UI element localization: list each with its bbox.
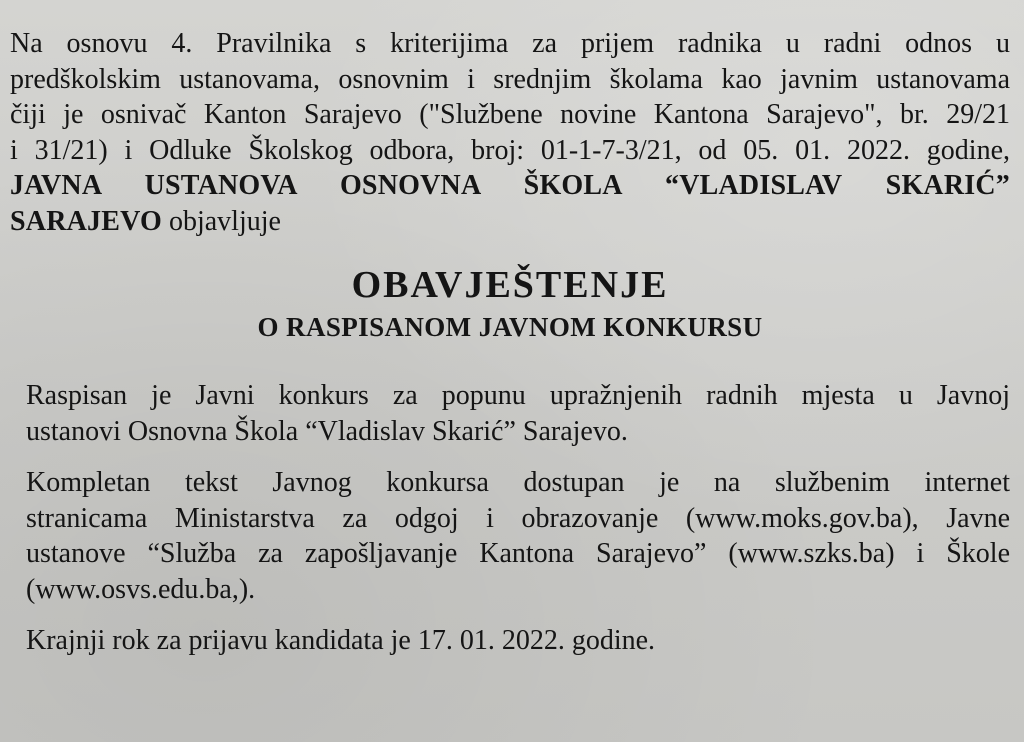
notice-subtitle: O RASPISANOM JAVNOM KONKURSU <box>257 312 763 342</box>
announcement-paragraph <box>10 378 1010 449</box>
deadline-paragraph <box>10 623 1010 659</box>
announcement-line-1: Raspisan je Javni konkurs za popunu upražnjenih radnih mjesta u Javnoj <box>26 380 1010 411</box>
notice-title: OBAVJEŠTENJE <box>351 264 669 306</box>
full-text-line-2: stranicama Ministarstva za odgoj i obrazovanje (www.moks.gov.ba), Javne <box>26 502 1010 534</box>
intro-line-4: i 31/21) i Odluke Školskog odbora, broj: 01-1-7-3/21, od 05. 01. 2022. godine, <box>10 134 1010 166</box>
full-text-line-3: ustanove “Služba za zapošljavanje Kantona Sarajevo” (www.szks.ba) i Škole <box>26 538 1010 569</box>
announcement-line-2: ustanovi Osnovna Škola “Vladislav Skarić” Sarajevo. <box>26 415 628 447</box>
notice-content <box>10 26 1010 659</box>
intro-line-1: Na osnovu 4. Pravilnika s kriterijima za prijem radnika u radni odnos u <box>10 28 1010 59</box>
institution-name: JAVNA USTANOVA OSNOVNA ŠKOLA “VLADISLAV SKARIĆ” <box>10 170 1010 201</box>
institution-city: SARAJEVO <box>10 205 162 237</box>
deadline-line: Krajnji rok za prijavu kandidata je 17. 01. 2022. godine. <box>26 625 656 656</box>
intro-line-3: čiji je osnivač Kanton Sarajevo ("Službene novine Kantona Sarajevo", br. 29/21 <box>10 99 1010 130</box>
full-text-line-1: Kompletan tekst Javnog konkursa dostupan je na službenim internet <box>26 467 1010 498</box>
full-text-paragraph <box>10 465 1010 607</box>
intro-line-6 <box>10 204 1010 240</box>
intro-line-2: predškolskim ustanovama, osnovnim i srednjim školama kao javnim ustanovama <box>10 63 1010 95</box>
intro-paragraph <box>10 26 1010 239</box>
intro-verb: objavljuje <box>161 205 281 237</box>
full-text-line-4: (www.osvs.edu.ba,). <box>26 573 256 605</box>
